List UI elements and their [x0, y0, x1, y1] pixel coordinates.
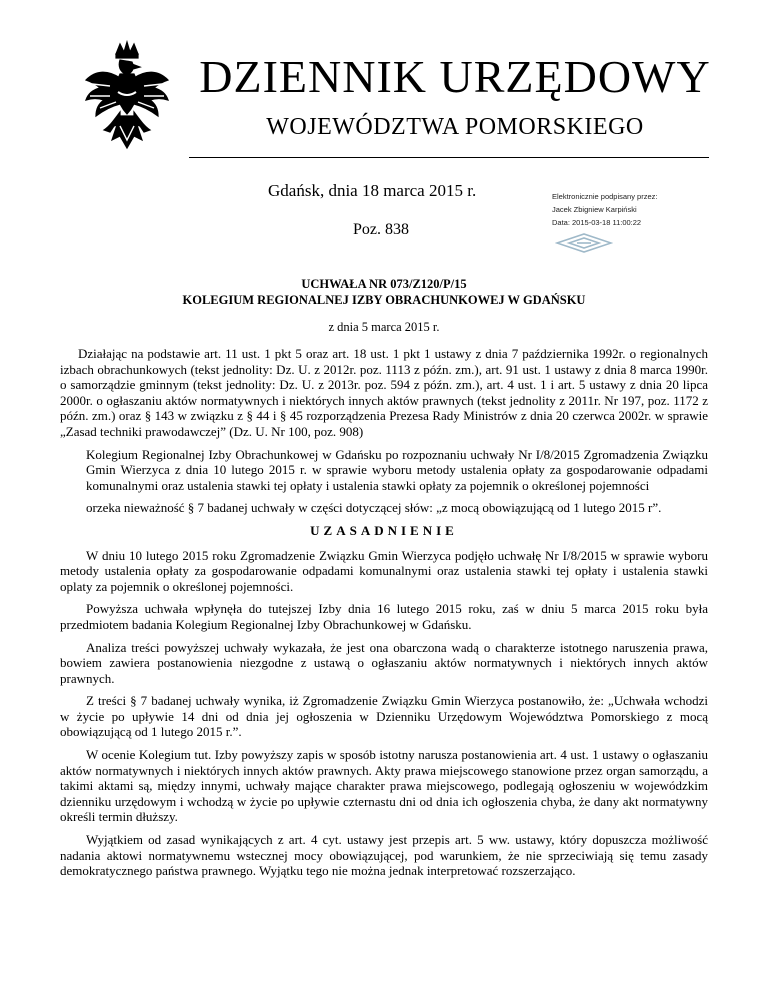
publication-subtitle: WOJEWÓDZTWA POMORSKIEGO [266, 114, 644, 140]
resolution-date: z dnia 5 marca 2015 r. [328, 320, 440, 334]
kolegium-paragraph: Kolegium Regionalnej Izby Obrachunkowej w Gdańsku po rozpoznaniu uchwały Nr I/8/2015 Zgromadzenia Związku Gmin Wierzyca z dnia 10 lutego 2015 r. w sprawie wyboru metody ustalenia opłaty za gospodarowanie odpadami komunalnymi oraz ustalenia stawki tej opłaty i ustalenia stawki opłaty za pojemnik o określonej pojemności [86, 446, 708, 493]
eagle-emblem-icon [80, 40, 174, 170]
position-number: Poz. 838 [353, 221, 409, 238]
body-paragraph: Z treści § 7 badanej uchwały wynika, iż Zgromadzenie Związku Gmin Wierzyca postanowiło, że: „Uchwała wchodzi w życie po upływie 14 dni od dnia jej ogłoszenia w Dzienniku Urzędowym Województwa Pomorskiego z mocą obowiązującą od 1 lutego 2015 r.”. [60, 693, 708, 740]
resolution-title [60, 276, 708, 308]
body-paragraph: Wyjątkiem od zasad wynikających z art. 4 cyt. ustawy jest przepis art. 5 ww. ustawy, który dopuszcza możliwość nadania aktowi normatywnemu wstecznej mocy obowiązującej, pod warunkiem, że nie sprzeciwiają się temu zasady demokratycznego państwa prawnego. Wyjątku tego nie można jednak interpretować rozszerzająco. [60, 832, 708, 879]
resolution-number: UCHWAŁA NR 073/Z120/P/15 [301, 277, 467, 291]
section-heading: UZASADNIENIE [310, 522, 458, 538]
resolution-issuer: KOLEGIUM REGIONALNEJ IZBY OBRACHUNKOWEJ W GDAŃSKU [182, 293, 586, 307]
signature-label: Elektronicznie podpisany przez: [552, 192, 658, 201]
electronic-signature [552, 190, 702, 229]
signature-signer: Jacek Zbigniew Karpiński [552, 205, 637, 214]
publication-title: DZIENNIK URZĘDOWY [199, 51, 711, 102]
ruling-paragraph: orzeka nieważność § 7 badanej uchwały w części dotyczącej słów: „z mocą obowiązującą od 1 lutego 2015 r”. [86, 500, 662, 516]
signature-verified-icon [555, 232, 613, 254]
body-paragraph: Analiza treści powyższej uchwały wykazała, że jest ona obarczona wadą o charakterze istotnego naruszenia prawa, bowiem zawiera postanowienia niezgodne z ustawą o ogłaszaniu aktów normatywnych i niektórych innych aktów prawnych. [60, 639, 708, 686]
title-divider [189, 157, 709, 158]
body-paragraph: Powyższa uchwała wpłynęła do tutejszej Izby dnia 16 lutego 2015 roku, zaś w dniu 5 marca 2015 roku była przedmiotem badania Kolegium Regionalnej Izby Obrachunkowej w Gdańsku. [60, 601, 708, 632]
issue-date: Gdańsk, dnia 18 marca 2015 r. [268, 181, 477, 200]
resolution-body [60, 346, 708, 886]
signature-date: Data: 2015-03-18 11:00:22 [552, 218, 642, 227]
body-paragraph: W dniu 10 lutego 2015 roku Zgromadzenie Związku Gmin Wierzyca podjęło uchwałę Nr I/8/2015 w sprawie wyboru metody ustalenia opłaty za gospodarowanie odpadami komunalnymi oraz ustalenia stawki tej opłaty i ustalenia stawki oplaty za pojemnik o określonej pojemności. [60, 547, 708, 594]
body-paragraph: W ocenie Kolegium tut. Izby powyższy zapis w sposób istotny narusza postanowienia art. 4 ust. 1 ustawy o ogłaszaniu aktów normatywnych i niektórych innych aktów prawnych. Akty prawa miejscowego stanowione przez organ samorządu, a takimi aktami są, między innymi, uchwały mające charakter prawa miejscowego, podlegają ogłoszeniu w wojewódzkim dzienniku urzędowym i wchodzą w życie po upływie czternastu dni od dnia ich ogłoszenia chyba, że dany akt normatywny określi termin dłuższy. [60, 747, 708, 825]
preamble-paragraph: Działając na podstawie art. 11 ust. 1 pkt 5 oraz art. 18 ust. 1 pkt 1 ustawy z dnia 7 października 1992r. o regionalnych izbach obrachunkowych (tekst jednolity: Dz. U. z 2012r. poz. 1113 z późn. zm.), art. 91 ust. 1 ustawy z dnia 8 marca 1990r. o samorządzie gminnym (tekst jednolity: Dz. U. z 2013r. poz. 594 z późn. zm.), art. 4 ust. 1 i art. 5 ustawy z dnia 20 lipca 2000r. o ogłaszaniu aktów normatywnych i niektórych innych aktów prawnych (tekst jednolity z 2011r. Nr 197, poz. 1172 z późn. zm.) oraz § 143 w związku z § 44 i § 45 rozporządzenia Prezesa Rady Ministrów z dnia 20 czerwca 2002r. w sprawie „Zasad techniki prawodawczej” (Dz. U. Nr 100, poz. 908) [60, 346, 708, 439]
